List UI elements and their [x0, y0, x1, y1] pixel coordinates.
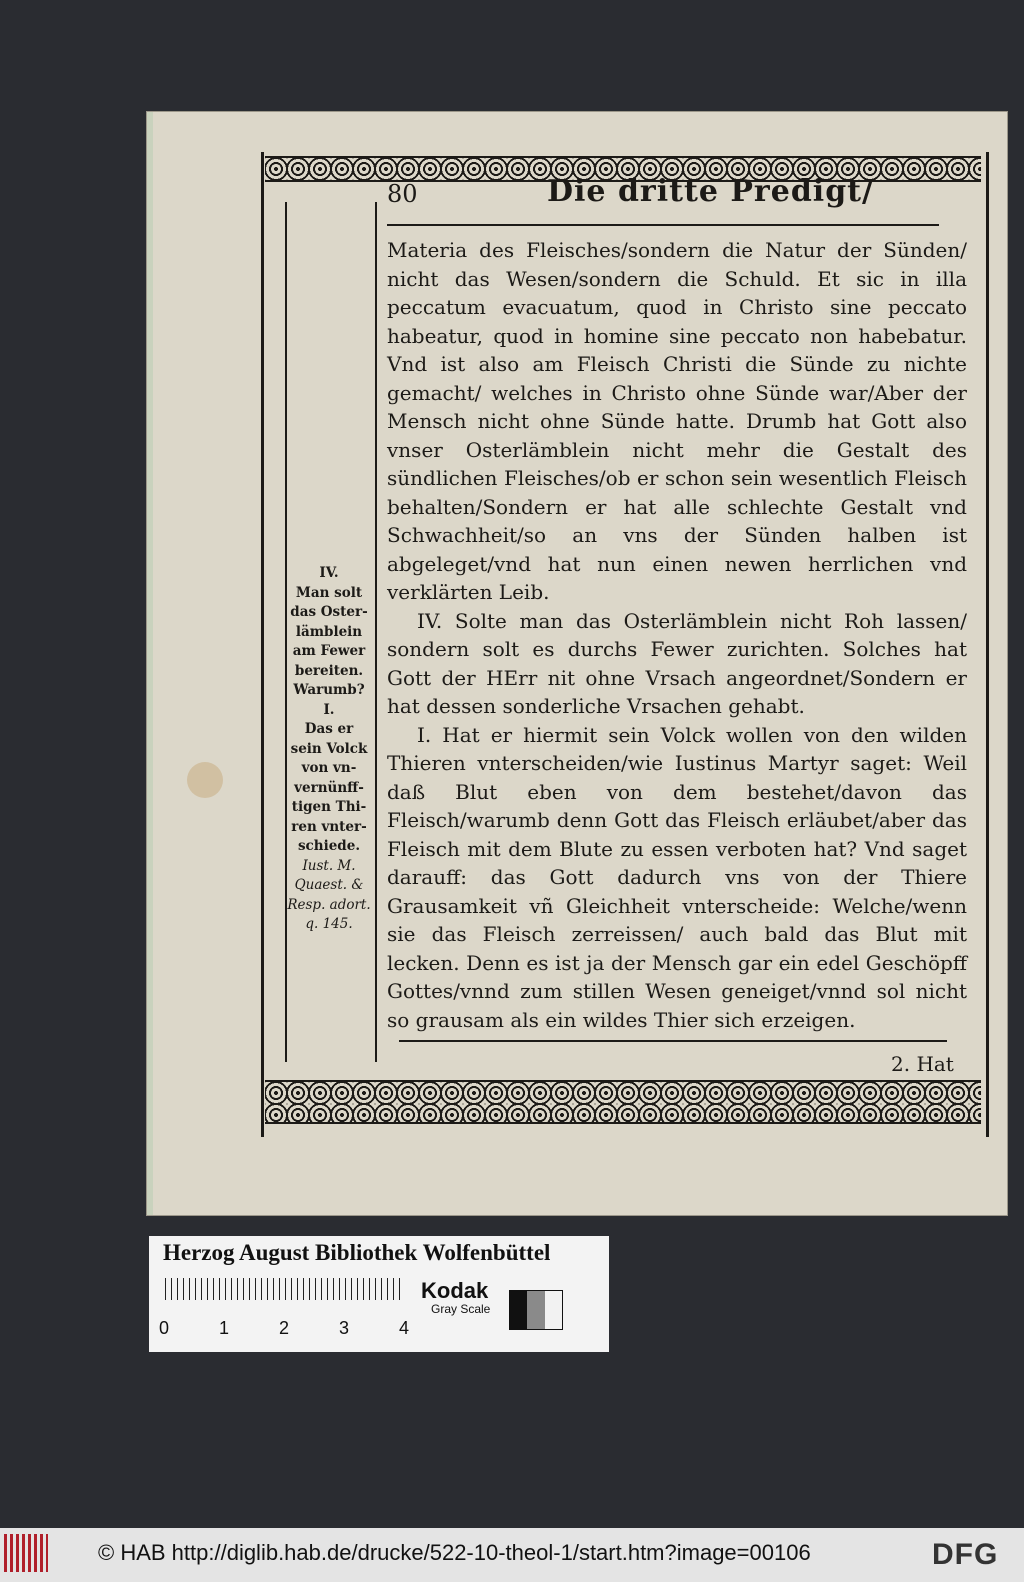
ruler-numbers [159, 1318, 409, 1339]
sidenote-reference: Resp. adort. [287, 896, 371, 913]
gray-swatch [527, 1291, 544, 1329]
sidenote-line: am Fewer [292, 643, 366, 659]
sidenote-line: vernünff- [294, 779, 364, 796]
sidenote-line: das Oster- [290, 604, 368, 620]
ruler-number: 2 [278, 1318, 289, 1338]
ruler-number: 3 [338, 1318, 349, 1338]
scanned-book-page [147, 112, 1007, 1215]
paragraph: IV. Solte man das Osterlämblein nicht Roh lassen/ sondern solt es durchs Fewer zurichten. Solches hat Gott der HErr nit ohne Vrsach angeordnet/Sondern er hat dessen sonderliche Vrsachen gehabt. [387, 608, 967, 718]
paragraph: Materia des Fleisches/sondern die Natur der Sünden/ nicht das Wesen/sondern die Schuld. Et sic in illa peccatum evacuatum, quod in Christo sine peccato habeatur, quod in homine sine peccato non habebatur. Vnd ist also am Fleisch Christi die Sünde zu nichte gemacht/ welches in Christo ohne Sünde war/Aber der Mensch nicht ohne Sünde hatte. Drumb hat Gott also vnser Osterlämblein nicht mehr die Gestalt des sündlichen Fleisches/ob er schon sein wesentlich Fleisch behalten/Sondern er hat alle schlechte Gestalt vnd Schwachheit/so an vns der Sünden halben ist abgeleget/vnd hat nun einen newen herrlichen vnd verklärten Leib. [387, 238, 967, 604]
ruler-number: 1 [218, 1318, 229, 1338]
ornament-border-bottom [265, 1080, 981, 1124]
catchword: 2. Hat [891, 1052, 954, 1076]
copyright-url[interactable]: © HAB http://diglib.hab.de/drucke/522-10-theol-1/start.htm?image=00106 [98, 1540, 811, 1565]
sidenote-reference: q. 145. [305, 916, 353, 932]
color-scale-card [149, 1236, 609, 1352]
sidenote-line: Man solt [295, 584, 363, 601]
page-number: 80 [387, 180, 418, 208]
gray-swatches [509, 1290, 563, 1330]
sidenote-line: Warumb? [293, 682, 365, 698]
sidenote-line: schiede. [297, 838, 361, 854]
footer-rule [399, 1040, 947, 1042]
paper-stain [187, 762, 223, 798]
library-name: Herzog August Bibliothek Wolfenbüttel [163, 1240, 551, 1265]
sidenote-line: sein Volck [290, 740, 368, 757]
sidenote-line: von vn- [301, 760, 357, 776]
page-header [387, 172, 947, 222]
sidenote-line: lämblein [295, 623, 363, 640]
kodak-brand: Kodak [421, 1278, 489, 1303]
sidenote-reference: Quaest. & [294, 877, 364, 893]
gray-swatch [545, 1291, 562, 1329]
hab-logo-icon [4, 1534, 48, 1572]
sidenote-line: tigen Thi- [291, 799, 367, 815]
sidenote-line: Das er [304, 721, 354, 737]
margin-column-rule [375, 202, 377, 1062]
sidenote-heading: IV. [319, 565, 339, 581]
body-text [387, 236, 967, 1034]
sidenote-line: ren vnter- [291, 818, 367, 835]
ruler-number: 4 [398, 1318, 409, 1338]
header-rule [387, 224, 939, 226]
footer-bar [0, 1528, 1024, 1582]
marginal-note [283, 564, 375, 935]
dfg-logo: DFG [932, 1538, 999, 1571]
sidenote-reference: Iust. M. [302, 857, 356, 874]
ruler-ticks [165, 1278, 401, 1316]
sidenote-line: I. [323, 701, 335, 718]
paragraph: I. Hat er hiermit sein Volck wollen von den wilden Thieren vnterscheiden/wie Iustinus Martyr saget: Weil daß Blut eben von dem bestehet/davon das Fleisch/warumb denn Gott das Fleisch erläubet/aber das Fleisch mit dem Blute zu essen verboten hat? Vnd saget darauff: das Gott dadurch vns von der Thiere Grausamkeit vñ Gleichheit vnterscheide: Welche/wenn sie das Fleisch zerreissen/ auch bald das Blut mit lecken. Denn es ist ja der Mensch gar ein edel Geschöpff Gottes/vnnd zum stillen Wesen geneiget/vnnd sol nicht so grausam als ein wildes Thier sich erzeigen. [387, 722, 967, 1032]
ruler-number: 0 [159, 1318, 170, 1338]
running-head: Die dritte Predigt/ [547, 174, 874, 209]
gray-swatch [510, 1291, 527, 1329]
gray-scale-label: Gray Scale [431, 1302, 491, 1316]
sidenote-line: bereiten. [294, 662, 364, 679]
